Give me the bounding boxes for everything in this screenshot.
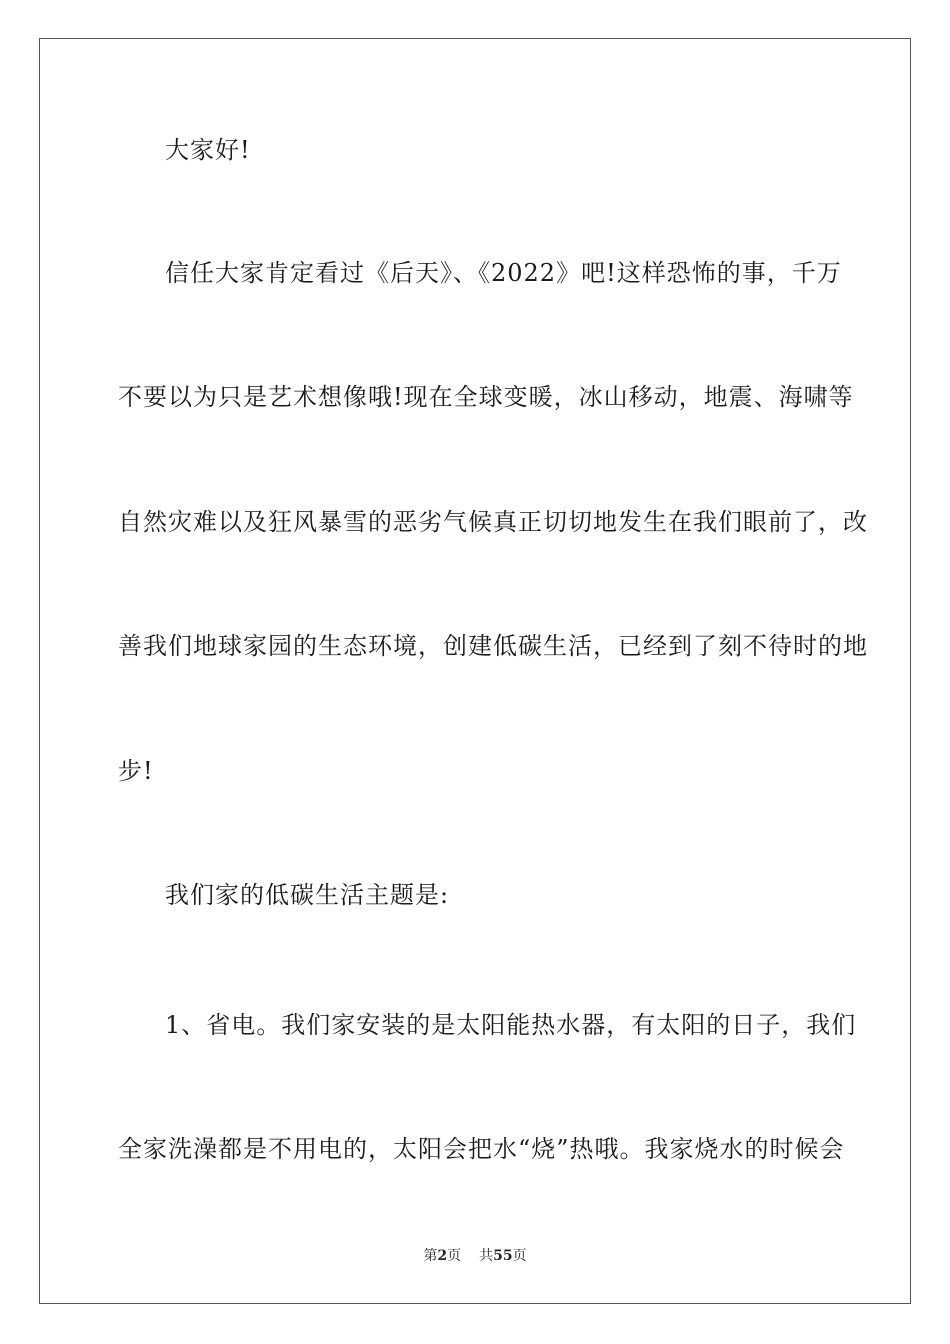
paragraph-line: 全家洗澡都是不用电的，太阳会把水“烧”热哦。我家烧水的时候会 bbox=[118, 1135, 845, 1163]
page-suffix: 页 bbox=[447, 1248, 462, 1264]
page-footer bbox=[0, 1247, 950, 1265]
page-border bbox=[39, 38, 911, 1304]
greeting-line: 大家好! bbox=[165, 136, 251, 164]
page-prefix: 第 bbox=[423, 1248, 438, 1264]
paragraph-line: 步! bbox=[118, 757, 154, 785]
paragraph-line: 自然灾难以及狂风暴雪的恶劣气候真正切切地发生在我们眼前了，改 bbox=[118, 508, 868, 536]
paragraph-line: 信任大家肯定看过《后天》、《2022》吧!这样恐怖的事，千万 bbox=[165, 259, 842, 287]
paragraph-line: 1、省电。我们家安装的是太阳能热水器，有太阳的日子，我们 bbox=[165, 1011, 857, 1039]
section-heading-line: 我们家的低碳生活主题是: bbox=[165, 881, 450, 909]
paragraph-line: 不要以为只是艺术想像哦!现在全球变暖，冰山移动，地震、海啸等 bbox=[118, 383, 854, 411]
total-pages-number: 55 bbox=[493, 1248, 513, 1264]
paragraph-line: 善我们地球家园的生态环境，创建低碳生活，已经到了刻不待时的地 bbox=[118, 632, 868, 660]
current-page-number: 2 bbox=[437, 1248, 448, 1264]
total-prefix: 共 bbox=[479, 1248, 494, 1264]
total-suffix: 页 bbox=[512, 1248, 527, 1264]
